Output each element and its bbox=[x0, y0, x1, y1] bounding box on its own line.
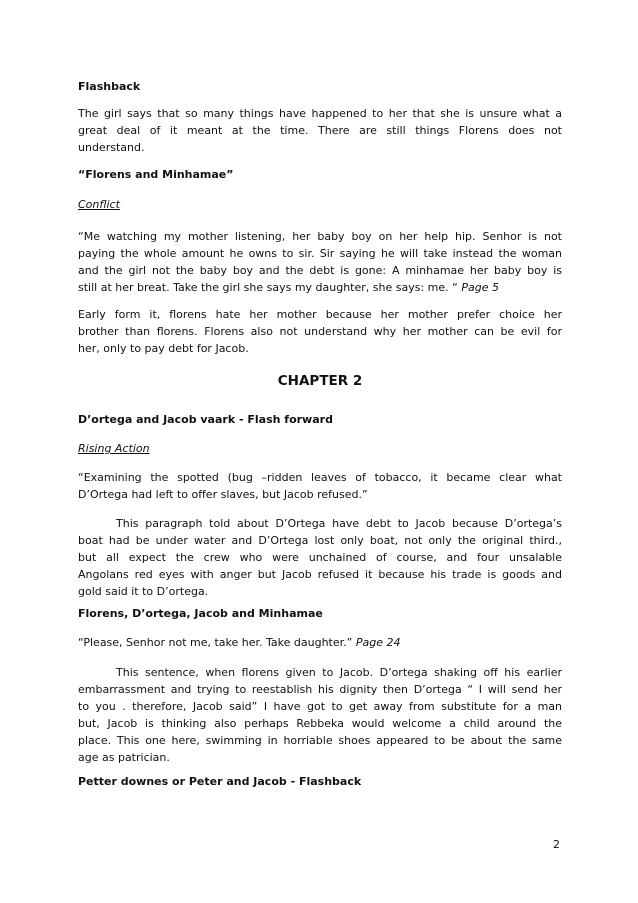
text-line: age as patrician. bbox=[78, 751, 170, 764]
section-heading-florens-dortega: Florens, D’ortega, Jacob and Minhamae bbox=[78, 607, 323, 620]
text-line: “Me watching my mother listening, her baby boy on her help hip. Senhor is not bbox=[78, 230, 562, 243]
paragraph-flashback bbox=[78, 105, 562, 156]
paragraph-florens-given bbox=[78, 664, 562, 766]
text-line: but all expect the crew who were unchained of course, and four unsalable bbox=[78, 551, 562, 564]
section-heading-petter: Petter downes or Peter and Jacob - Flashback bbox=[78, 775, 362, 788]
quote-text: “Please, Senhor not me, take her. Take daughter.” bbox=[78, 636, 353, 649]
page-reference: Page 24 bbox=[355, 636, 401, 649]
text-line: paying the whole amount he owns to sir. Sir saying he will take instead the woman bbox=[78, 247, 562, 260]
paragraph-dortega-debt bbox=[78, 515, 562, 600]
subheading-conflict: Conflict bbox=[78, 198, 120, 211]
text-line: D’Ortega had left to offer slaves, but Jacob refused.” bbox=[78, 488, 368, 501]
text-line: to you . therefore, Jacob said” I have got to get away from substitute for a man bbox=[78, 700, 562, 713]
text-line: The girl says that so many things have happened to her that she is unsure what a bbox=[78, 107, 562, 120]
section-heading-flashback: Flashback bbox=[78, 80, 141, 93]
page-reference: Page 5 bbox=[461, 281, 499, 294]
text-line: gold said it to D’ortega. bbox=[78, 585, 209, 598]
chapter-title: CHAPTER 2 bbox=[277, 373, 363, 389]
text-line: embarrassment and trying to reestablish his dignity then D’ortega “ I will send her bbox=[78, 683, 562, 696]
text-line: boat had be under water and D’Ortega lost only boat, not only the original third., bbox=[78, 534, 562, 547]
text-line bbox=[78, 279, 562, 296]
text-line: her, only to pay debt for Jacob. bbox=[78, 342, 249, 355]
subheading-rising-action: Rising Action bbox=[78, 442, 150, 455]
text-line: “Examining the spotted (bug –ridden leaves of tobacco, it became clear what bbox=[78, 471, 562, 484]
text-line: This sentence, when florens given to Jacob. D’ortega shaking off his earlier bbox=[116, 666, 562, 679]
text-line: and the girl not the baby boy and the debt is gone: A minhamae her baby boy is bbox=[78, 264, 562, 277]
quote-please-senhor bbox=[78, 634, 562, 651]
quote-text: still at her breat. Take the girl she says my daughter, she says: me. “ bbox=[78, 281, 458, 294]
paragraph-early-form bbox=[78, 306, 562, 357]
text-line: Early form it, florens hate her mother because her mother prefer choice her bbox=[78, 308, 562, 321]
section-heading-dortega: D’ortega and Jacob vaark - Flash forward bbox=[78, 413, 333, 426]
quote-conflict bbox=[78, 228, 562, 296]
page-number: 2 bbox=[553, 838, 560, 851]
text-line: place. This one here, swimming in horriable shoes appeared to be about the same bbox=[78, 734, 562, 747]
text-line: Angolans red eyes with anger but Jacob refused it because his trade is goods and bbox=[78, 568, 562, 581]
text-line: brother than florens. Florens also not understand why her mother can be evil for bbox=[78, 325, 562, 338]
text-line: understand. bbox=[78, 141, 145, 154]
quote-examining bbox=[78, 469, 562, 503]
text-line: great deal of it meant at the time. There are still things Florens does not bbox=[78, 124, 562, 137]
text-line bbox=[78, 634, 562, 651]
section-heading-florens-minhamae: “Florens and Minhamae” bbox=[78, 168, 234, 181]
text-line: This paragraph told about D’Ortega have debt to Jacob because D’ortega’s bbox=[116, 517, 562, 530]
text-line: but, Jacob is thinking also perhaps Rebbeka would welcome a child around the bbox=[78, 717, 562, 730]
